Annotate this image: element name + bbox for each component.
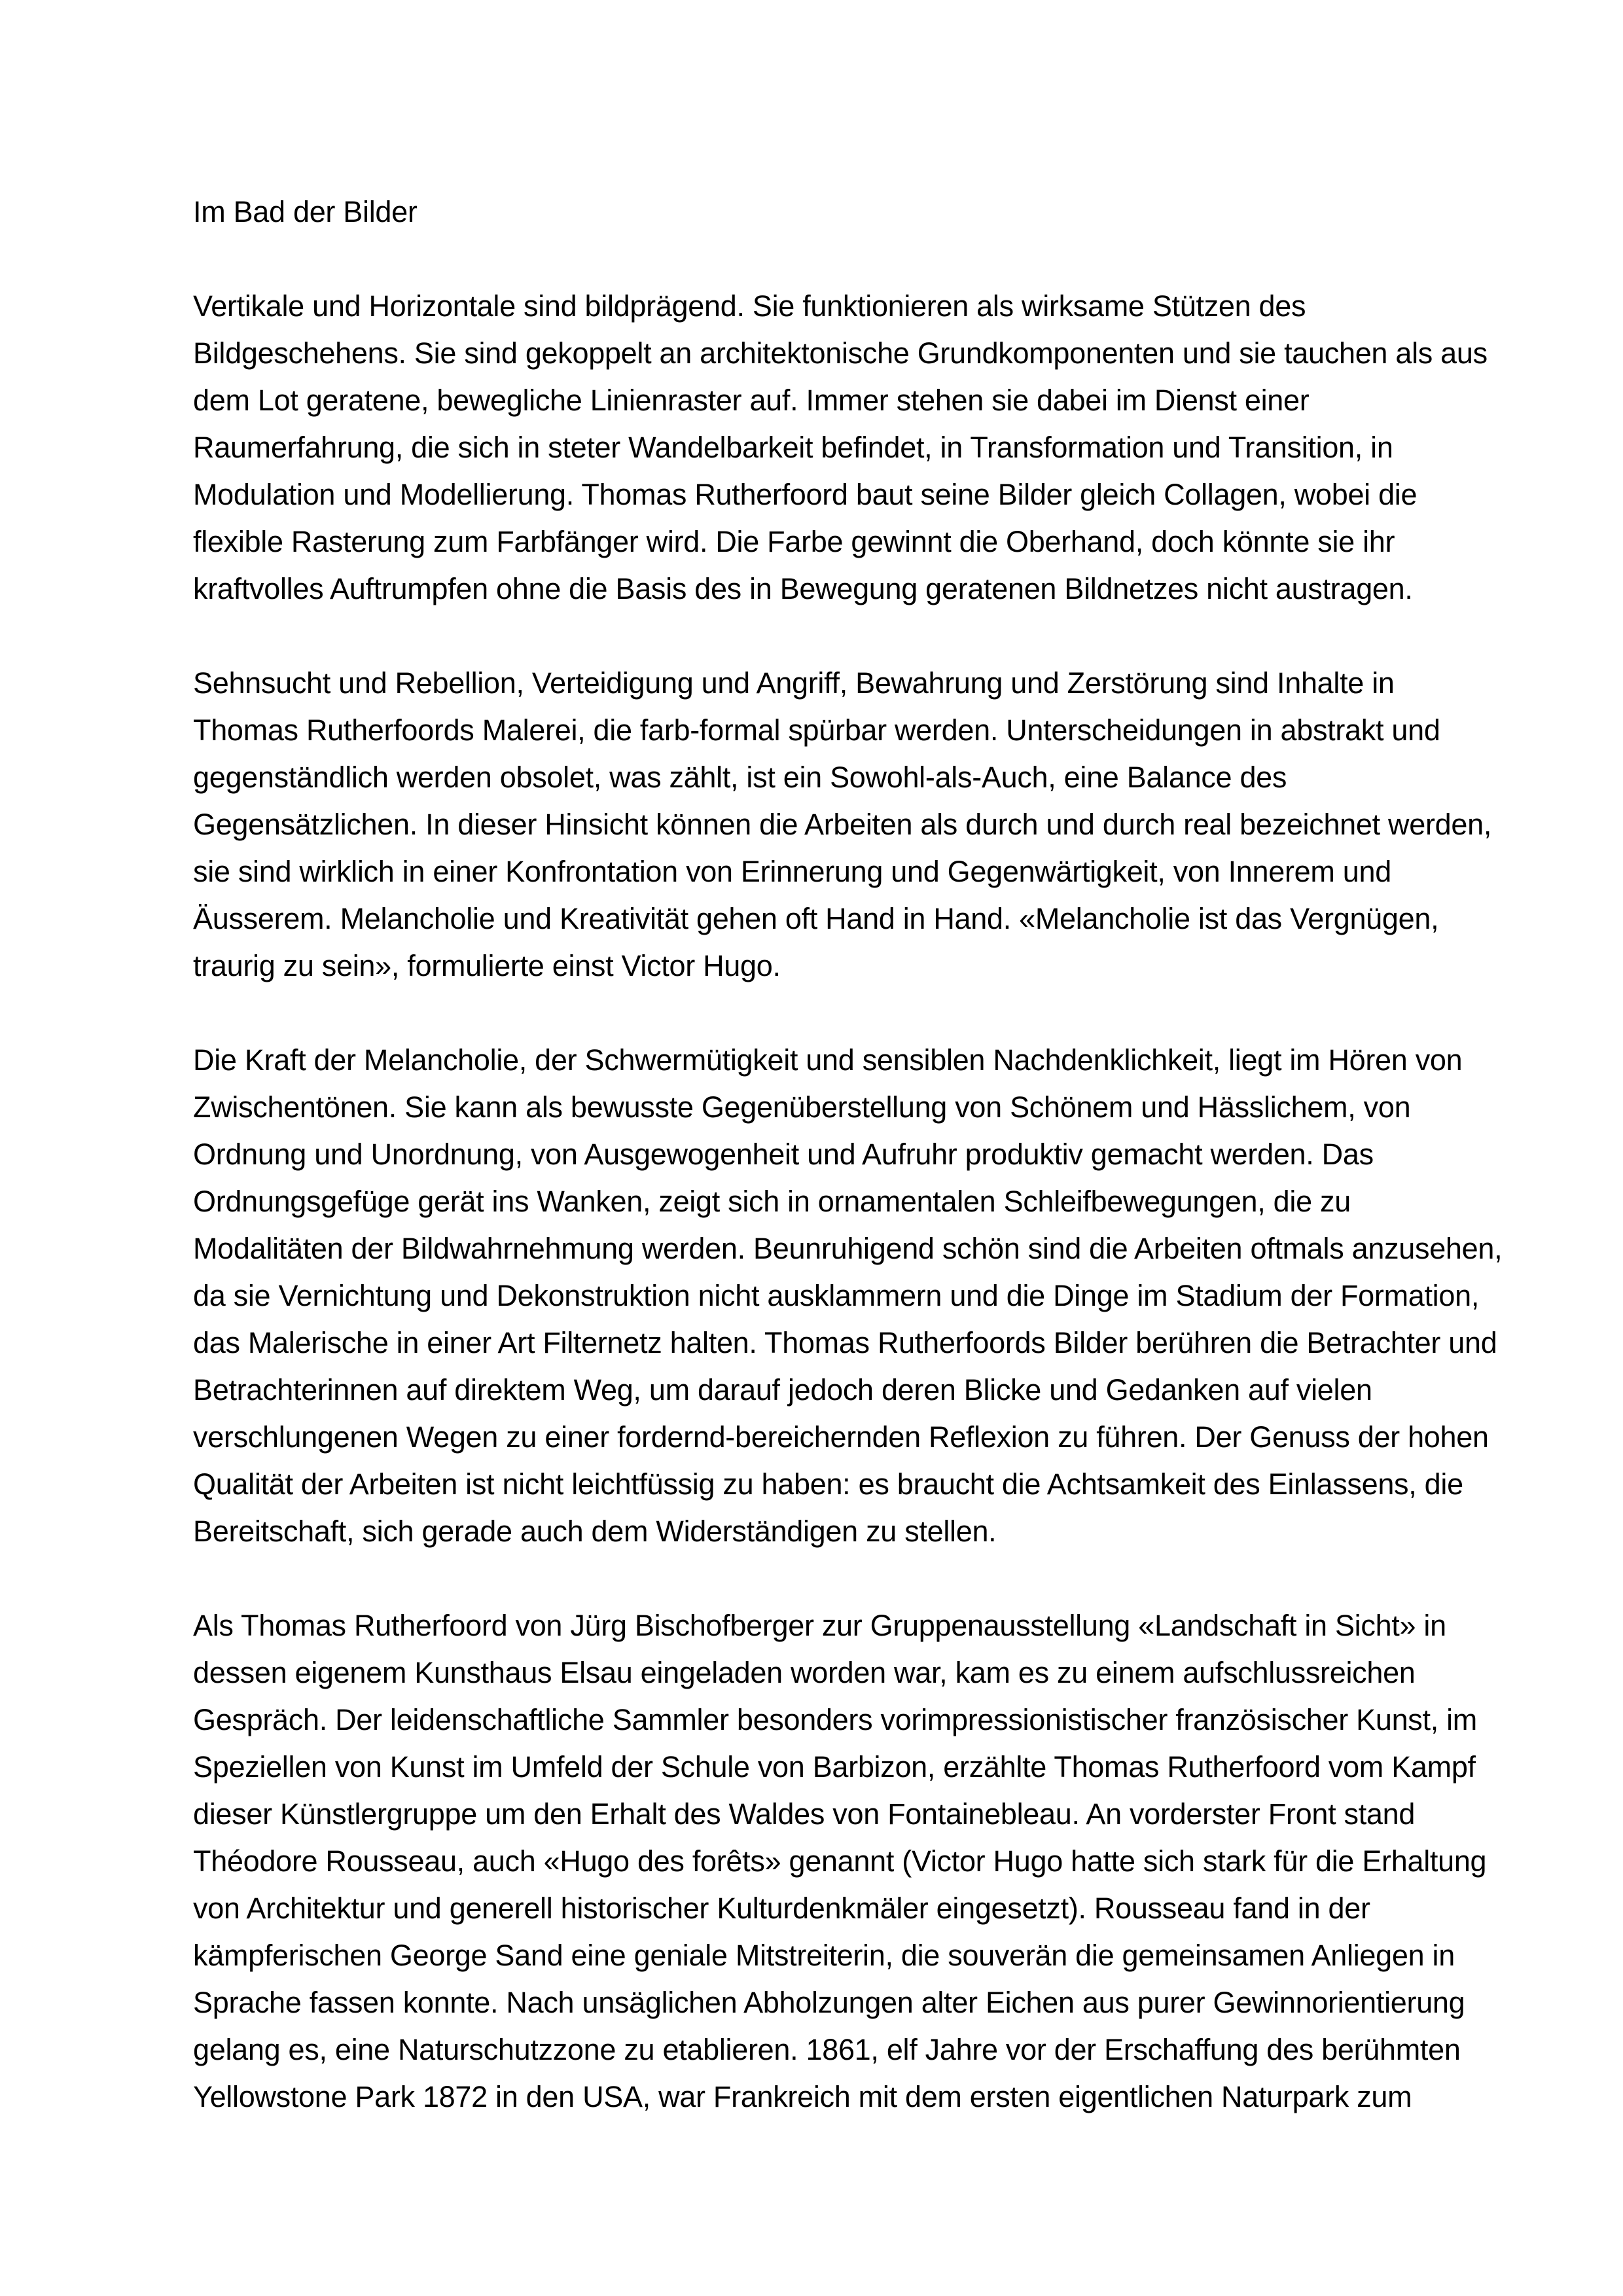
text-line: dessen eigenem Kunsthaus Elsau eingeladen worden war, kam es zu einem aufschlussreichen	[193, 1656, 1416, 1689]
text-line: von Architektur und generell historischer Kulturdenkmäler eingesetzt). Rousseau fand in der	[193, 1892, 1370, 1925]
text-line: Sprache fassen konnte. Nach unsäglichen Abholzungen alter Eichen aus purer Gewinnorientierung	[193, 1986, 1465, 2019]
paragraphs-container	[193, 283, 1503, 2121]
paragraph	[193, 283, 1488, 613]
text-line: Speziellen von Kunst im Umfeld der Schule von Barbizon, erzählte Thomas Rutherfoord vom Kampf	[193, 1750, 1476, 1784]
text-line: Zwischentönen. Sie kann als bewusste Gegenüberstellung von Schönem und Hässlichem, von	[193, 1090, 1411, 1124]
text-line: Vertikale und Horizontale sind bildprägend. Sie funktionieren als wirksame Stützen des	[193, 289, 1306, 323]
text-line: traurig zu sein», formulierte einst Victor Hugo.	[193, 949, 781, 982]
paragraph	[193, 660, 1492, 990]
text-line: Modulation und Modellierung. Thomas Rutherfoord baut seine Bilder gleich Collagen, wobei die	[193, 478, 1418, 511]
text-line: kämpferischen George Sand eine geniale Mitstreiterin, die souverän die gemeinsamen Anliegen in	[193, 1939, 1455, 1972]
text-line: Äusserem. Melancholie und Kreativität gehen oft Hand in Hand. «Melancholie ist das Vergnügen,	[193, 902, 1439, 935]
text-line: Betrachterinnen auf direktem Weg, um darauf jedoch deren Blicke und Gedanken auf vielen	[193, 1373, 1372, 1407]
text-line: Bereitschaft, sich gerade auch dem Widerständigen zu stellen.	[193, 1515, 997, 1548]
text-line: dem Lot geratene, bewegliche Linienraster auf. Immer stehen sie dabei im Dienst einer	[193, 384, 1310, 417]
text-line: dieser Künstlergruppe um den Erhalt des Waldes von Fontainebleau. An vorderster Front stand	[193, 1797, 1416, 1831]
text-line: Raumerfahrung, die sich in steter Wandelbarkeit befindet, in Transformation und Transition, in	[193, 431, 1393, 464]
text-line: Gespräch. Der leidenschaftliche Sammler besonders vorimpressionistischer französischer Kunst, im	[193, 1703, 1477, 1736]
text-line: kraftvolles Auftrumpfen ohne die Basis des in Bewegung geratenen Bildnetzes nicht austragen.	[193, 572, 1413, 605]
text-line: Qualität der Arbeiten ist nicht leichtfüssig zu haben: es braucht die Achtsamkeit des Einlassens, die	[193, 1467, 1463, 1501]
text-line: gelang es, eine Naturschutzzone zu etablieren. 1861, elf Jahre vor der Erschaffung des berühmten	[193, 2033, 1461, 2066]
text-line: Modalitäten der Bildwahrnehmung werden. Beunruhigend schön sind die Arbeiten oftmals anzusehen,	[193, 1232, 1503, 1265]
text-line: flexible Rasterung zum Farbfänger wird. Die Farbe gewinnt die Oberhand, doch könnte sie ihr	[193, 525, 1395, 558]
text-line: Als Thomas Rutherfoord von Jürg Bischofberger zur Gruppenausstellung «Landschaft in Sicht» in	[193, 1609, 1446, 1642]
paragraph	[193, 1602, 1487, 2121]
text-line: verschlungenen Wegen zu einer fordernd-bereichernden Reflexion zu führen. Der Genuss der hohen	[193, 1420, 1489, 1454]
text-line: das Malerische in einer Art Filternetz halten. Thomas Rutherfoords Bilder berühren die Betrachter und	[193, 1326, 1497, 1359]
text-line: Sehnsucht und Rebellion, Verteidigung und Angriff, Bewahrung und Zerstörung sind Inhalte in	[193, 666, 1395, 700]
text-line: Yellowstone Park 1872 in den USA, war Frankreich mit dem ersten eigentlichen Naturpark zum	[193, 2080, 1412, 2113]
text-line: gegenständlich werden obsolet, was zählt, ist ein Sowohl-als-Auch, eine Balance des	[193, 761, 1287, 794]
document-title: Im Bad der Bilder	[193, 195, 418, 228]
text-line: Bildgeschehens. Sie sind gekoppelt an architektonische Grundkomponenten und sie tauchen als aus	[193, 336, 1488, 370]
paragraph	[193, 1037, 1503, 1555]
text-line: Gegensätzlichen. In dieser Hinsicht können die Arbeiten als durch und durch real bezeichnet werden,	[193, 808, 1492, 841]
text-line: Thomas Rutherfoords Malerei, die farb-formal spürbar werden. Unterscheidungen in abstrakt und	[193, 713, 1440, 747]
text-line: sie sind wirklich in einer Konfrontation von Erinnerung und Gegenwärtigkeit, von Innerem und	[193, 855, 1391, 888]
text-line: Théodore Rousseau, auch «Hugo des forêts» genannt (Victor Hugo hatte sich stark für die Erhaltung	[193, 1844, 1487, 1878]
text-line: Ordnungsgefüge gerät ins Wanken, zeigt sich in ornamentalen Schleifbewegungen, die zu	[193, 1185, 1351, 1218]
text-line: da sie Vernichtung und Dekonstruktion nicht ausklammern und die Dinge im Stadium der Formation,	[193, 1279, 1480, 1312]
text-line: Die Kraft der Melancholie, der Schwermütigkeit und sensiblen Nachdenklichkeit, liegt im Hören von	[193, 1043, 1463, 1077]
text-line: Ordnung und Unordnung, von Ausgewogenheit und Aufruhr produktiv gemacht werden. Das	[193, 1138, 1374, 1171]
